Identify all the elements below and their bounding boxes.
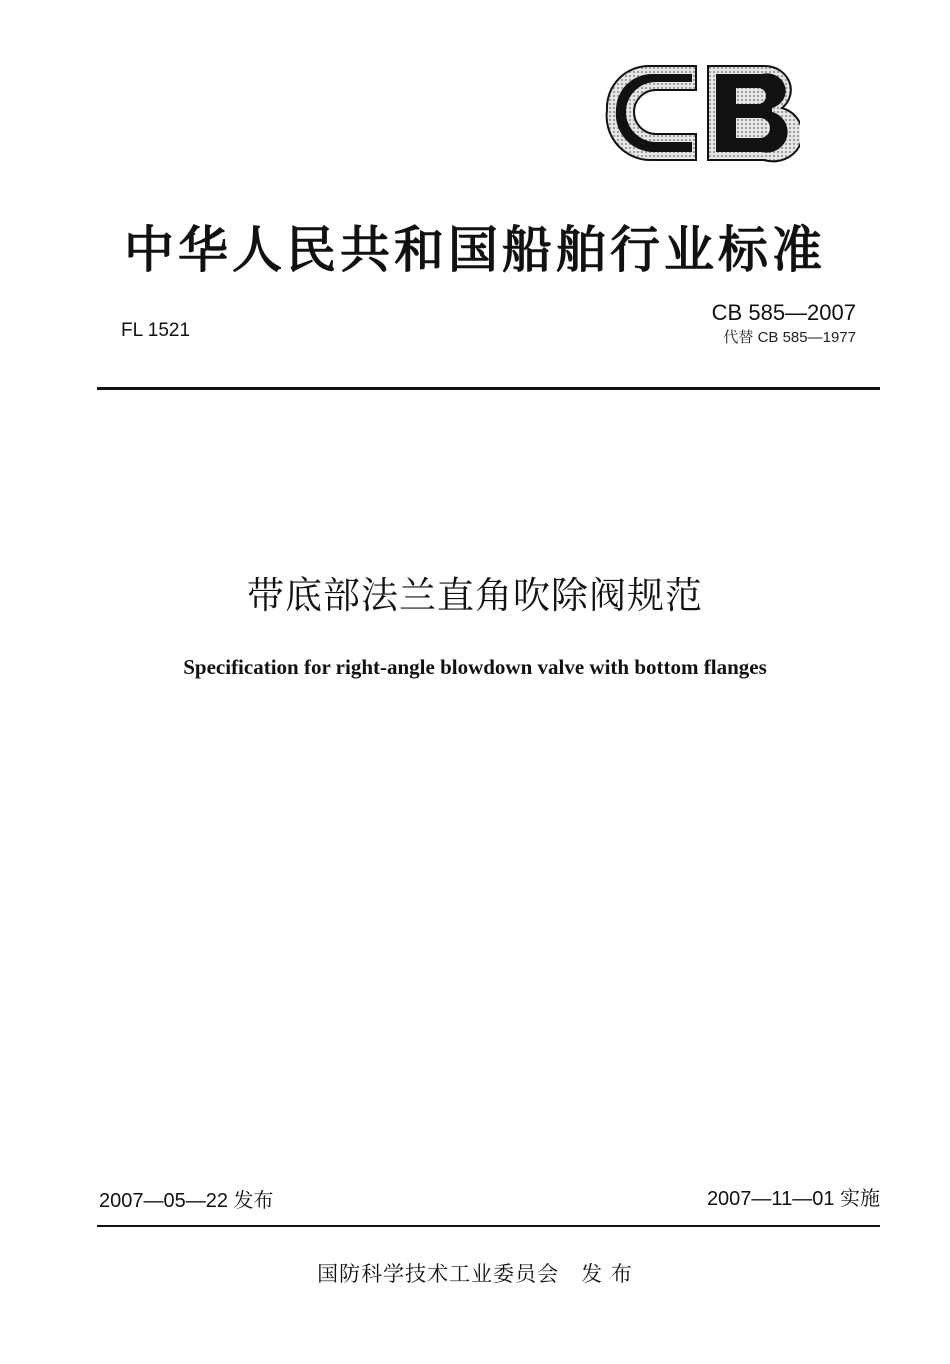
issuing-authority: 国防科学技术工业委员会 发 布 (317, 1262, 633, 1286)
cb-logo (604, 62, 800, 164)
document-title-english: Specification for right-angle blowdown valve with bottom flanges (183, 655, 767, 679)
document-title-chinese: 带底部法兰直角吹除阀规范 (247, 574, 703, 617)
standard-code-block (556, 299, 856, 349)
standard-number: CB 585—2007 (711, 300, 856, 325)
standard-category-title: 中华人民共和国船舶行业标准 (124, 221, 826, 279)
issue-date: 2007—05—22 发布 (99, 1190, 274, 1212)
replaces-standard: 代替 CB 585—1977 (723, 329, 856, 346)
header-divider (97, 387, 880, 390)
footer-divider (97, 1225, 880, 1227)
classification-code: FL 1521 (121, 320, 191, 341)
implementation-date: 2007—11—01 实施 (706, 1188, 880, 1210)
